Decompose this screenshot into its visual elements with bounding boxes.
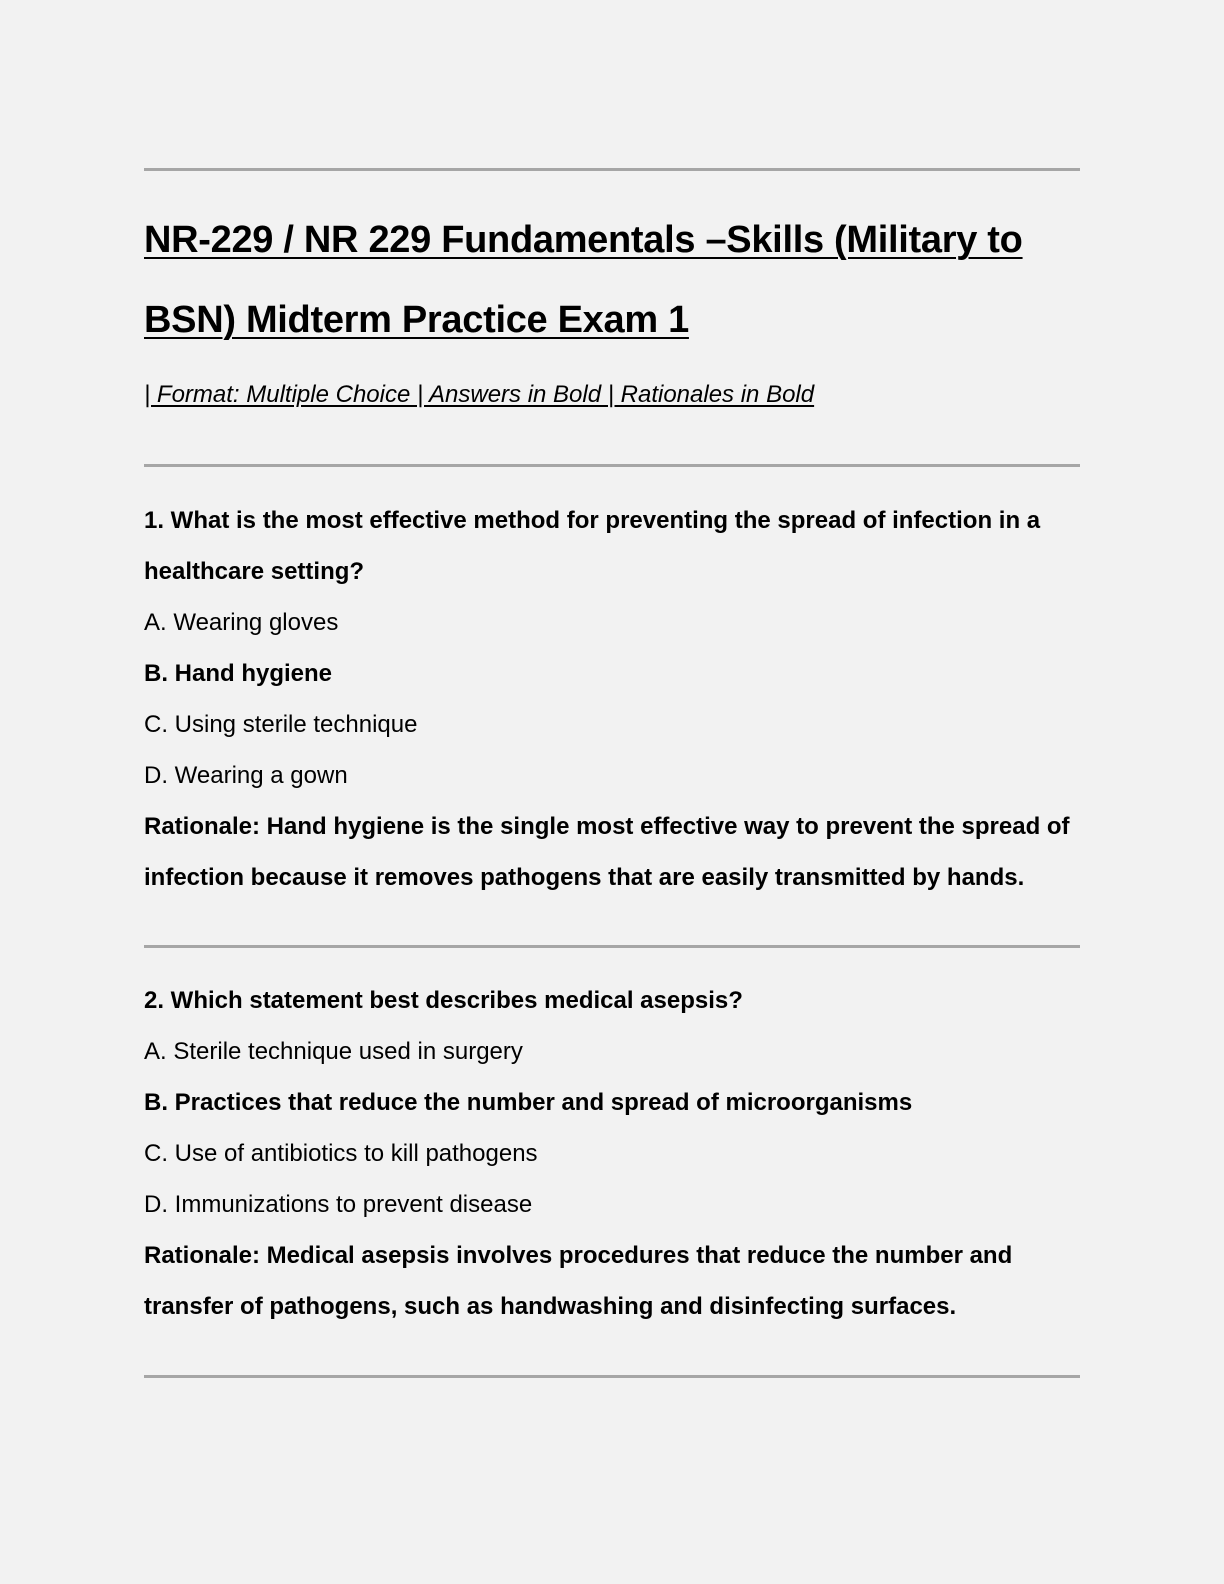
answer-option-b-correct: B. Practices that reduce the number and spread of microorganisms — [144, 1089, 913, 1116]
horizontal-rule — [144, 464, 1080, 467]
horizontal-rule — [144, 945, 1080, 948]
answer-option-d: D. Wearing a gown — [144, 762, 348, 789]
question-2 — [144, 975, 1080, 1332]
document-page — [144, 0, 1080, 1584]
question-stem: 2. Which statement best describes medical asepsis? — [144, 987, 743, 1014]
answer-option-a: A. Wearing gloves — [144, 609, 339, 636]
answer-option-c: C. Use of antibiotics to kill pathogens — [144, 1140, 538, 1167]
horizontal-rule — [144, 1375, 1080, 1378]
format-subtitle: | Format: Multiple Choice | Answers in Bold | Rationales in Bold — [144, 381, 815, 408]
horizontal-rule — [144, 168, 1080, 171]
question-1 — [144, 495, 1080, 903]
question-rationale: Rationale: Medical asepsis involves procedures that reduce the number and transfer of pathogens, such as handwashing and disinfecting surfaces. — [144, 1242, 1013, 1320]
answer-option-b-correct: B. Hand hygiene — [144, 660, 333, 687]
document-title: NR-229 / NR 229 Fundamentals –Skills (Military to BSN) Midterm Practice Exam 1 — [144, 219, 1023, 341]
answer-option-d: D. Immunizations to prevent disease — [144, 1191, 533, 1218]
question-stem: 1. What is the most effective method for preventing the spread of infection in a healthcare setting? — [144, 507, 1041, 585]
answer-option-a: A. Sterile technique used in surgery — [144, 1038, 523, 1065]
question-rationale: Rationale: Hand hygiene is the single most effective way to prevent the spread of infection because it removes pathogens that are easily transmitted by hands. — [144, 813, 1070, 891]
answer-option-c: C. Using sterile technique — [144, 711, 418, 738]
